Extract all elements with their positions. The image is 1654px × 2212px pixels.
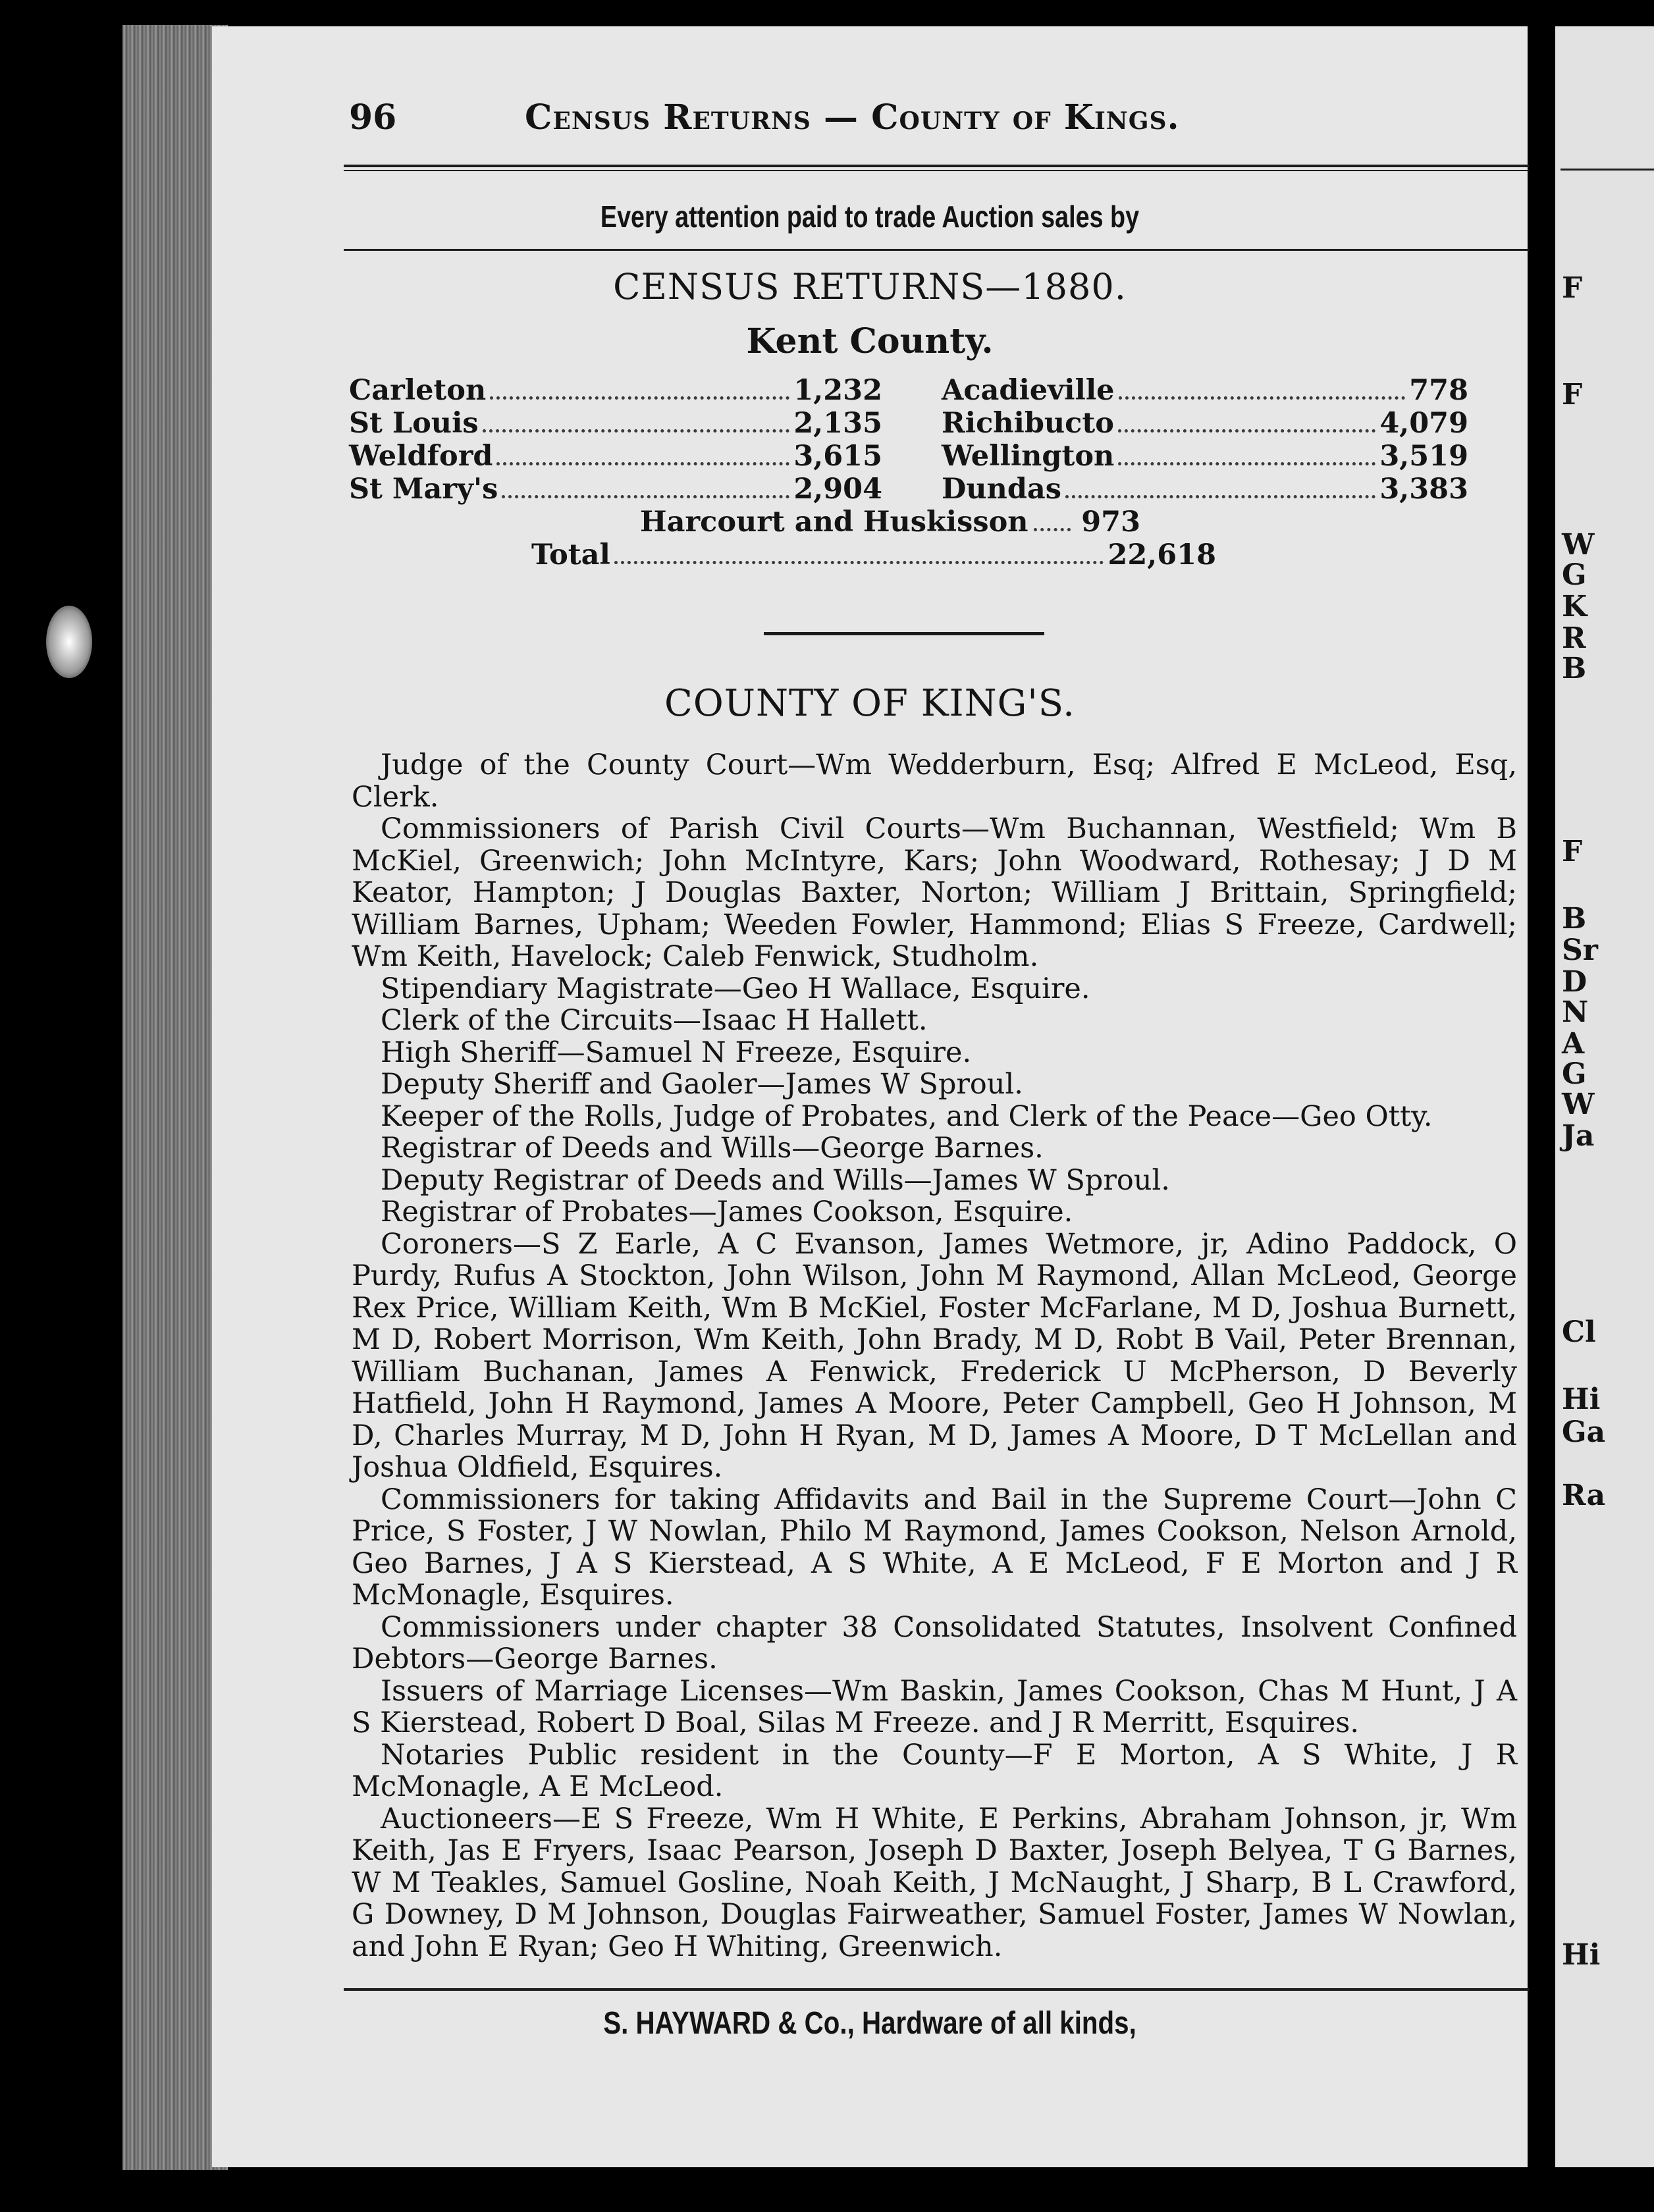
census-row: [349, 473, 882, 506]
fragment-text: W: [1562, 1088, 1595, 1121]
officer-entry: Clerk of the Circuits—Isaac H Hallett.: [381, 1004, 928, 1037]
fragment-text: Hi: [1562, 1382, 1601, 1416]
running-head: Census Returns — County of Kings.: [525, 97, 1180, 138]
population-count: 2,904: [793, 473, 882, 506]
officer-entry: Registrar of Deeds and Wills—George Barnes.: [381, 1132, 1044, 1165]
scan-light-spot: [46, 606, 92, 678]
total-count: 22,618: [1107, 539, 1216, 571]
dot-leader: [502, 495, 789, 498]
total-label: Total: [531, 539, 610, 571]
dot-leader: [1118, 429, 1375, 433]
population-count: 973: [1081, 506, 1140, 539]
bottom-advertisement: S. HAYWARD & Co., Hardware of all kinds,: [603, 2006, 1136, 2041]
fragment-text: F: [1562, 378, 1583, 411]
section-divider: [764, 632, 1044, 635]
population-count: 3,383: [1379, 473, 1468, 506]
place-name: St Louis: [349, 407, 479, 440]
adjacent-page-rule: [1561, 169, 1654, 171]
census-total-row: [531, 539, 1216, 571]
fragment-text: D: [1562, 965, 1587, 999]
dot-leader: [1119, 396, 1406, 400]
fragment-text: Ja: [1562, 1119, 1595, 1153]
officer-entry: Judge of the County Court—Wm Wedderburn, Esq; Alfred E McLeod, Esq, Clerk.: [352, 749, 1517, 814]
fragment-text: Ra: [1562, 1479, 1606, 1512]
census-table: [349, 374, 1521, 506]
census-row: [942, 473, 1468, 506]
officer-entry: Deputy Sheriff and Gaoler—James W Sproul.: [381, 1068, 1023, 1101]
place-name: St Mary's: [349, 473, 498, 506]
place-name: Wellington: [942, 440, 1115, 473]
place-name: Harcourt and Huskisson: [640, 506, 1028, 539]
dot-leader: [1034, 528, 1071, 531]
officer-entry: High Sheriff—Samuel N Freeze, Esquire.: [381, 1036, 972, 1069]
population-count: 3,519: [1379, 440, 1468, 473]
place-name: Dundas: [942, 473, 1061, 506]
census-title: CENSUS RETURNS—1880.: [613, 266, 1127, 307]
fragment-text: Cl: [1562, 1315, 1596, 1349]
county-subtitle: Kent County.: [746, 321, 994, 361]
officer-entry: Registrar of Probates—James Cookson, Esquire.: [381, 1196, 1073, 1228]
officer-entry: Commissioners for taking Affidavits and Bail in the Supreme Court—John C Price, S Foster, J W Nowlan, Philo M Raymond, James Cookson, Nelson Arnold, Geo Barnes, J A S Kierstead, A S White, A E McLeod, F E Morton and J R McMonagle, Esquires.: [352, 1483, 1517, 1612]
place-name: Acadieville: [942, 374, 1115, 407]
officer-entry: Keeper of the Rolls, Judge of Probates, and Clerk of the Peace—Geo Otty.: [381, 1099, 1433, 1133]
fragment-text: Ga: [1562, 1415, 1606, 1449]
officer-entry: Notaries Public resident in the County—F E Morton, A S White, J R McMonagle, A E McLeod.: [352, 1738, 1517, 1803]
officer-entry: Coroners—S Z Earle, A C Evanson, James Wetmore, jr, Adino Paddock, O Purdy, Rufus A Stockton, John Wilson, John M Raymond, Allan McLeod, George Rex Price, William Keith, Wm B McKiel, Foster McFarlane, M D, Joshua Burnett, M D, Robert Morrison, Wm Keith, John Brady, M D, Robt B Vail, Peter Brennan, William Buchanan, James A Fenwick, Frederick U McPherson, D Beverly Hatfield, John H Raymond, James A Moore, Peter Campbell, Geo H Johnson, M D, Charles Murray, M D, John H Ryan, M D, James A Moore, D T McLellan and Joshua Oldfield, Esquires.: [352, 1227, 1517, 1484]
census-row: [942, 374, 1468, 407]
fragment-text: A: [1562, 1027, 1585, 1061]
population-count: 778: [1409, 374, 1468, 407]
officer-entry: Auctioneers—E S Freeze, Wm H White, E Perkins, Abraham Johnson, jr, Wm Keith, Jas E Fryers, Isaac Pearson, Joseph D Baxter, Joseph Belyea, T G Barnes, W M Teakles, Samuel Gosline, Noah Keith, J McNaught, J Sharp, B L Crawford, G Downey, D M Johnson, Douglas Fairweather, Samuel Foster, James W Nowlan, and John E Ryan; Geo H Whiting, Greenwich.: [352, 1802, 1517, 1963]
place-name: Carleton: [349, 374, 487, 407]
page-number: 96: [349, 97, 397, 138]
population-count: 3,615: [793, 440, 882, 473]
top-advertisement: Every attention paid to trade Auction sales by: [600, 199, 1140, 234]
place-name: Richibucto: [942, 407, 1114, 440]
fragment-text: G: [1562, 558, 1587, 592]
officer-entry: Deputy Registrar of Deeds and Wills—James W Sproul.: [381, 1163, 1170, 1197]
book-page: [212, 26, 1528, 2167]
fragment-text: F: [1562, 835, 1583, 868]
dot-leader: [614, 561, 1104, 564]
dot-leader: [1065, 495, 1375, 498]
fragment-text: B: [1562, 652, 1587, 685]
fragment-text: N: [1562, 995, 1589, 1029]
footer-rule: [344, 1988, 1529, 1991]
fragment-text: W: [1562, 528, 1595, 562]
header-rule: [344, 165, 1529, 167]
fragment-text: R: [1562, 621, 1586, 655]
dot-leader: [1118, 462, 1375, 465]
officers-list: [352, 749, 1517, 1962]
population-count: 2,135: [793, 407, 882, 440]
population-count: 4,079: [1379, 407, 1468, 440]
fragment-text: G: [1562, 1057, 1587, 1091]
place-name: Weldford: [349, 440, 493, 473]
population-count: 1,232: [793, 374, 882, 407]
fragment-text: B: [1562, 902, 1587, 935]
advert-rule: [344, 249, 1529, 251]
fragment-text: F: [1562, 271, 1583, 305]
kings-county-title: COUNTY OF KING'S.: [664, 682, 1075, 725]
fragment-text: Sr: [1562, 934, 1598, 967]
census-row: [942, 440, 1468, 473]
census-row-harcourt: [640, 506, 1140, 539]
census-row: [349, 440, 882, 473]
census-row: [349, 407, 882, 440]
dot-leader: [483, 429, 790, 433]
officer-entry: Issuers of Marriage Licenses—Wm Baskin, James Cookson, Chas M Hunt, J A S Kierstead, Robert D Boal, Silas M Freeze. and J R Merritt, Esquires.: [352, 1674, 1517, 1739]
census-row: [349, 374, 882, 407]
officer-entry: Commissioners under chapter 38 Consolidated Statutes, Insolvent Confined Debtors—George Barnes.: [352, 1610, 1517, 1675]
header-rule-thin: [344, 170, 1529, 171]
fragment-text: Hi: [1562, 1938, 1601, 1972]
census-row: [942, 407, 1468, 440]
fragment-text: K: [1562, 590, 1587, 623]
dot-leader: [490, 396, 789, 400]
adjacent-page-edge: [1555, 26, 1654, 2167]
officer-entry: Commissioners of Parish Civil Courts—Wm Buchannan, Westfield; Wm B McKiel, Greenwich; John McIntyre, Kars; John Woodward, Rothesay; J D M Keator, Hampton; J Douglas Baxter, Norton; William J Brittain, Springfield; William Barnes, Upham; Weeden Fowler, Hammond; Elias S Freeze, Cardwell; Wm Keith, Havelock; Caleb Fenwick, Studholm.: [352, 812, 1517, 973]
dot-leader: [496, 462, 789, 465]
officer-entry: Stipendiary Magistrate—Geo H Wallace, Esquire.: [381, 972, 1090, 1005]
